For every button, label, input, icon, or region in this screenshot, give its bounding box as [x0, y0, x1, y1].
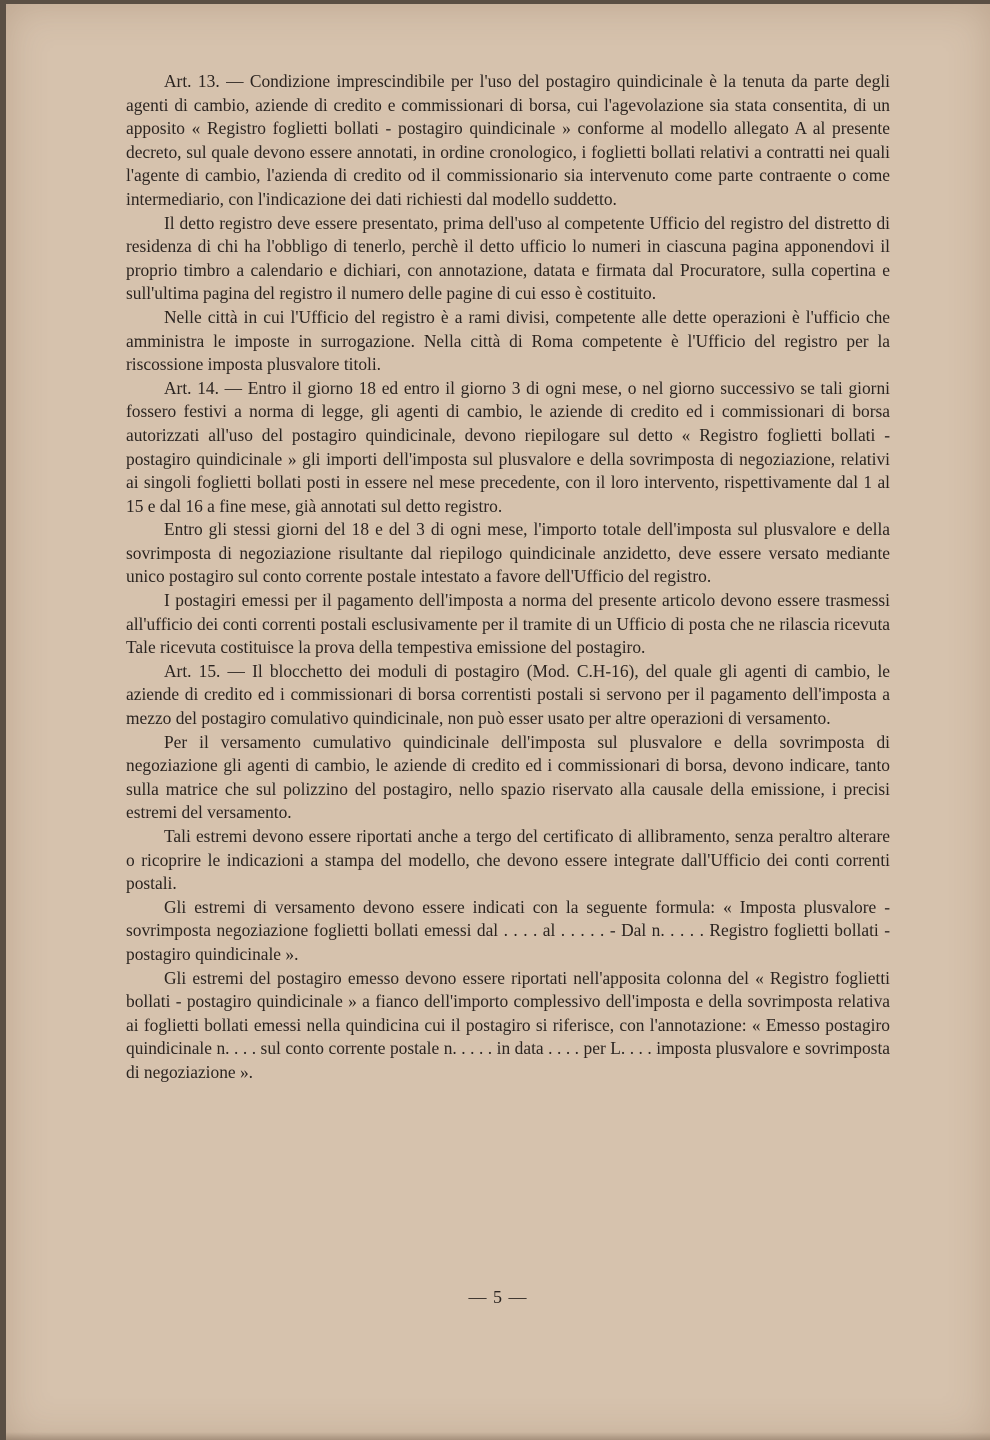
divided-offices-paragraph: Nelle città in cui l'Ufficio del registro è a rami divisi, competente alle dette operazioni è l'ufficio che amministra le imposte in surrogazione. Nella città di Roma competente è l'Ufficio del registro per la riscossione imposta plusvalore titoli. [126, 306, 890, 375]
payment-deadline-paragraph: Entro gli stessi giorni del 18 e del 3 di ogni mese, l'importo totale dell'imposta sul plusvalore e della sovrimposta di negoziazione risultante dal riepilogo quindicinale anzidetto, deve essere versato mediante unico postagiro sul conto corrente postale intestato a favore dell'Ufficio del registro. [126, 519, 890, 587]
article-15-paragraph: Art. 15. — Il blocchetto dei moduli di postagiro (Mod. C.H-16), del quale gli agenti di cambio, le aziende di credito ed i commissionari di borsa correntisti postali si servono per il pagamento dell'imposta a mezzo del postagiro comulativo quindicinale, non può esser usato per altre operazioni di versamento. [126, 660, 890, 729]
postagiro-transmission-paragraph: I postagiri emessi per il pagamento dell'imposta a norma del presente articolo devono essere trasmessi all'ufficio dei conti correnti postali esclusivamente per il tramite di un Ufficio di posta che ne rilascia ricevuta Tale ricevuta costituisce la prova della tempestiva emissione del postagiro. [126, 590, 890, 658]
cumulative-payment-paragraph: Per il versamento cumulativo quindicinale dell'imposta sul plusvalore e della sovrimposta di negoziazione gli agenti di cambio, le aziende di credito ed i commissionari di borsa, devono indicare, tanto sulla matrice che sul polizzino del postagiro, nello spazio riservato alla causale della emissione, i precisi estremi del versamento. [126, 731, 890, 823]
body-text [126, 70, 890, 1085]
certificate-details-paragraph: Tali estremi devono essere riportati anche a tergo del certificato di allibramento, senza peraltro alterare o ricoprire le indicazioni a stampa del modello, che devono essere integrate dall'Ufficio dei conti correnti postali. [126, 826, 890, 894]
article-14-paragraph: Art. 14. — Entro il giorno 18 ed entro il giorno 3 di ogni mese, o nel giorno successivo se tali giorni fossero festivi a norma di legge, gli agenti di cambio, le aziende di credito ed i commissionari di borsa autorizzati all'uso del postagiro quindicinale, devono riepilogare sul detto « Registro foglietti bollati - postagiro quindicinale » gli importi dell'imposta sul plusvalore e della sovrimposta di negoziazione, relativi ai singoli foglietti bollati posti in essere nel mese precedente, con il loro intervento, rispettivamente dal 1 al 15 e dal 16 a fine mese, già annotati sul detto registro. [126, 377, 890, 516]
registry-presentation-paragraph: Il detto registro deve essere presentato, prima dell'uso al competente Ufficio del registro del distretto di residenza di chi ha l'obbligo di tenerlo, perchè il detto ufficio lo numeri in ciascuna pagina apponendovi il proprio timbro a calendario e dichiari, con annotazione, datata e firmata dal Procuratore, sulla copertina e sull'ultima pagina del registro il numero delle pagine di cui esso è costituito. [126, 212, 890, 304]
page-number: — 5 — [468, 1287, 528, 1307]
page-edge-shadow [6, 1432, 990, 1440]
payment-formula-paragraph: Gli estremi di versamento devono essere indicati con la seguente formula: « Imposta plusvalore - sovrimposta negoziazione foglietti bollati emessi dal . . . . al . . . . . - Dal n. . . . . Registro foglietti bollati - postagiro quindicinale ». [126, 896, 890, 964]
registry-annotation-paragraph: Gli estremi del postagiro emesso devono essere riportati nell'apposita colonna del « Registro foglietti bollati - postagiro quindicinale » a fianco dell'importo complessivo dell'imposta e della sovrimposta relativa ai foglietti bollati emessi nella quindicina cui il postagiro si riferisce, con l'annotazione: « Emesso postagiro quindicinale n. . . . sul conto corrente postale n. . . . . in data . . . . per L. . . . imposta plusvalore e sovrimposta di negoziazione ». [126, 967, 890, 1082]
article-13-paragraph: Art. 13. — Condizione imprescindibile per l'uso del postagiro quindicinale è la tenuta da parte degli agenti di cambio, aziende di credito e commissionari di borsa, cui l'agevolazione sia stata consentita, di un apposito « Registro foglietti bollati - postagiro quindicinale » conforme al modello allegato A al presente decreto, sul quale devono essere annotati, in ordine cronologico, i foglietti bollati relativi a contratti nei quali l'agente di cambio, l'azienda di credito od il commissionario sia intervenuto come parte contraente o come intermediario, con l'indicazione dei dati richiesti dal modello suddetto. [126, 71, 890, 209]
document-page [6, 4, 990, 1440]
